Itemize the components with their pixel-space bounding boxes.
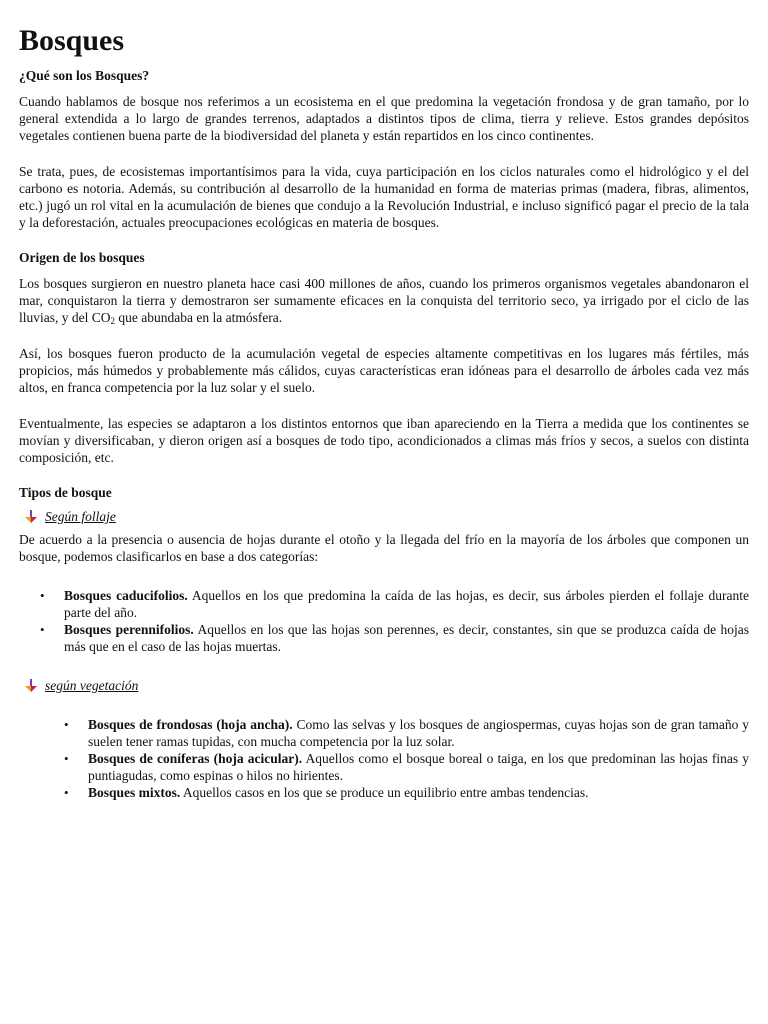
- bullet-icon: •: [64, 751, 69, 766]
- paragraph: Así, los bosques fueron producto de la acumulación vegetal de especies altamente competitivas en los lugares más fértiles, más propicios, más húmedos y probablemente más cálidos, cuyas características eran idóneas para el desarrollo de árboles cada vez más altos, en franca competencia por la luz solar y el suelo.: [19, 346, 749, 395]
- list-follaje: [19, 587, 749, 655]
- bullet-icon: •: [64, 785, 69, 800]
- arrow-down-icon: [23, 679, 39, 693]
- list-vegetacion: [19, 716, 749, 801]
- paragraph: Cuando hablamos de bosque nos referimos a un ecosistema en el que predomina la vegetación frondosa y de gran tamaño, por lo general extendida a lo largo de grandes terrenos, adaptados a distintos tipos de clima, tierra y relieve. Estos grandes depósitos vegetales contienen buena parte de la biodiversidad del planeta y están repartidos en los cinco continentes.: [19, 94, 749, 143]
- list-item: • Bosques de frondosas (hoja ancha). Como las selvas y los bosques de angiospermas, cuyas hojas son de gran tamaño y suelen tener ramas tupidas, con mucha competencia por la luz solar.: [64, 717, 749, 749]
- document-page: [19, 22, 749, 801]
- bullet-icon: •: [64, 717, 69, 732]
- page-title: Bosques: [19, 24, 125, 57]
- list-item: • Bosques perennifolios. Aquellos en los que las hojas son perennes, es decir, constantes, sin que se produzca caída de hojas más que en el caso de las hojas muertas.: [40, 622, 750, 654]
- bullet-icon: •: [40, 588, 45, 603]
- heading-tipos: Tipos de bosque: [19, 485, 112, 500]
- arrow-down-icon: [23, 510, 39, 524]
- list-item: • Bosques caducifolios. Aquellos en los que predomina la caída de las hojas, es decir, sus árboles pierden el follaje durante parte del año.: [40, 588, 749, 620]
- paragraph: Se trata, pues, de ecosistemas importantísimos para la vida, cuya participación en los ciclos naturales como el hidrológico y el del carbono es notoria. Además, su contribución al desarrollo de la humanidad en forma de materias primas (madera, fibras, alimentos, etc.) jugó un rol vital en la acumulación de bienes que condujo a la Revolución Industrial, e incluso significó pagar el precio de la tala y la deforestación, actuales preocupaciones ecológicas en materia de bosques.: [19, 164, 749, 230]
- list-item: • Bosques de coníferas (hoja acicular). Aquellos como el bosque boreal o taiga, en los que predominan las hojas finas y puntiagudas, como espinas o hilos no hirientes.: [64, 751, 749, 783]
- paragraph: De acuerdo a la presencia o ausencia de hojas durante el otoño y la llegada del frío en la mayoría de los árboles que componen un bosque, podemos clasificarlos en base a dos categorías:: [19, 532, 749, 564]
- subheading-segun-follaje: Según follaje: [23, 508, 749, 525]
- heading-origen: Origen de los bosques: [19, 250, 145, 265]
- list-item: • Bosques mixtos. Aquellos casos en los que se produce un equilibrio entre ambas tendencias.: [64, 785, 589, 800]
- subheading-segun-vegetacion: según vegetación: [23, 677, 749, 694]
- paragraph-co2: Los bosques surgieron en nuestro planeta hace casi 400 millones de años, cuando los primeros organismos vegetales abandonaron el mar, conquistaron la tierra y demostraron ser sumamente eficaces en la conquista del territorio seco, ya irrigado por el ciclo de las lluvias, y del $CO_2$ que abundaba en la atmósfera.: [19, 276, 749, 326]
- bullet-icon: •: [40, 622, 45, 637]
- heading-que-son: ¿Qué son los Bosques?: [19, 68, 150, 83]
- paragraph: Eventualmente, las especies se adaptaron a los distintos entornos que iban apareciendo en la Tierra a medida que los continentes se movían y diversificaban, y dieron origen así a bosques de todo tipo, acondicionados a climas más fríos y secos, a suelos con distinta composición, etc.: [19, 416, 749, 465]
